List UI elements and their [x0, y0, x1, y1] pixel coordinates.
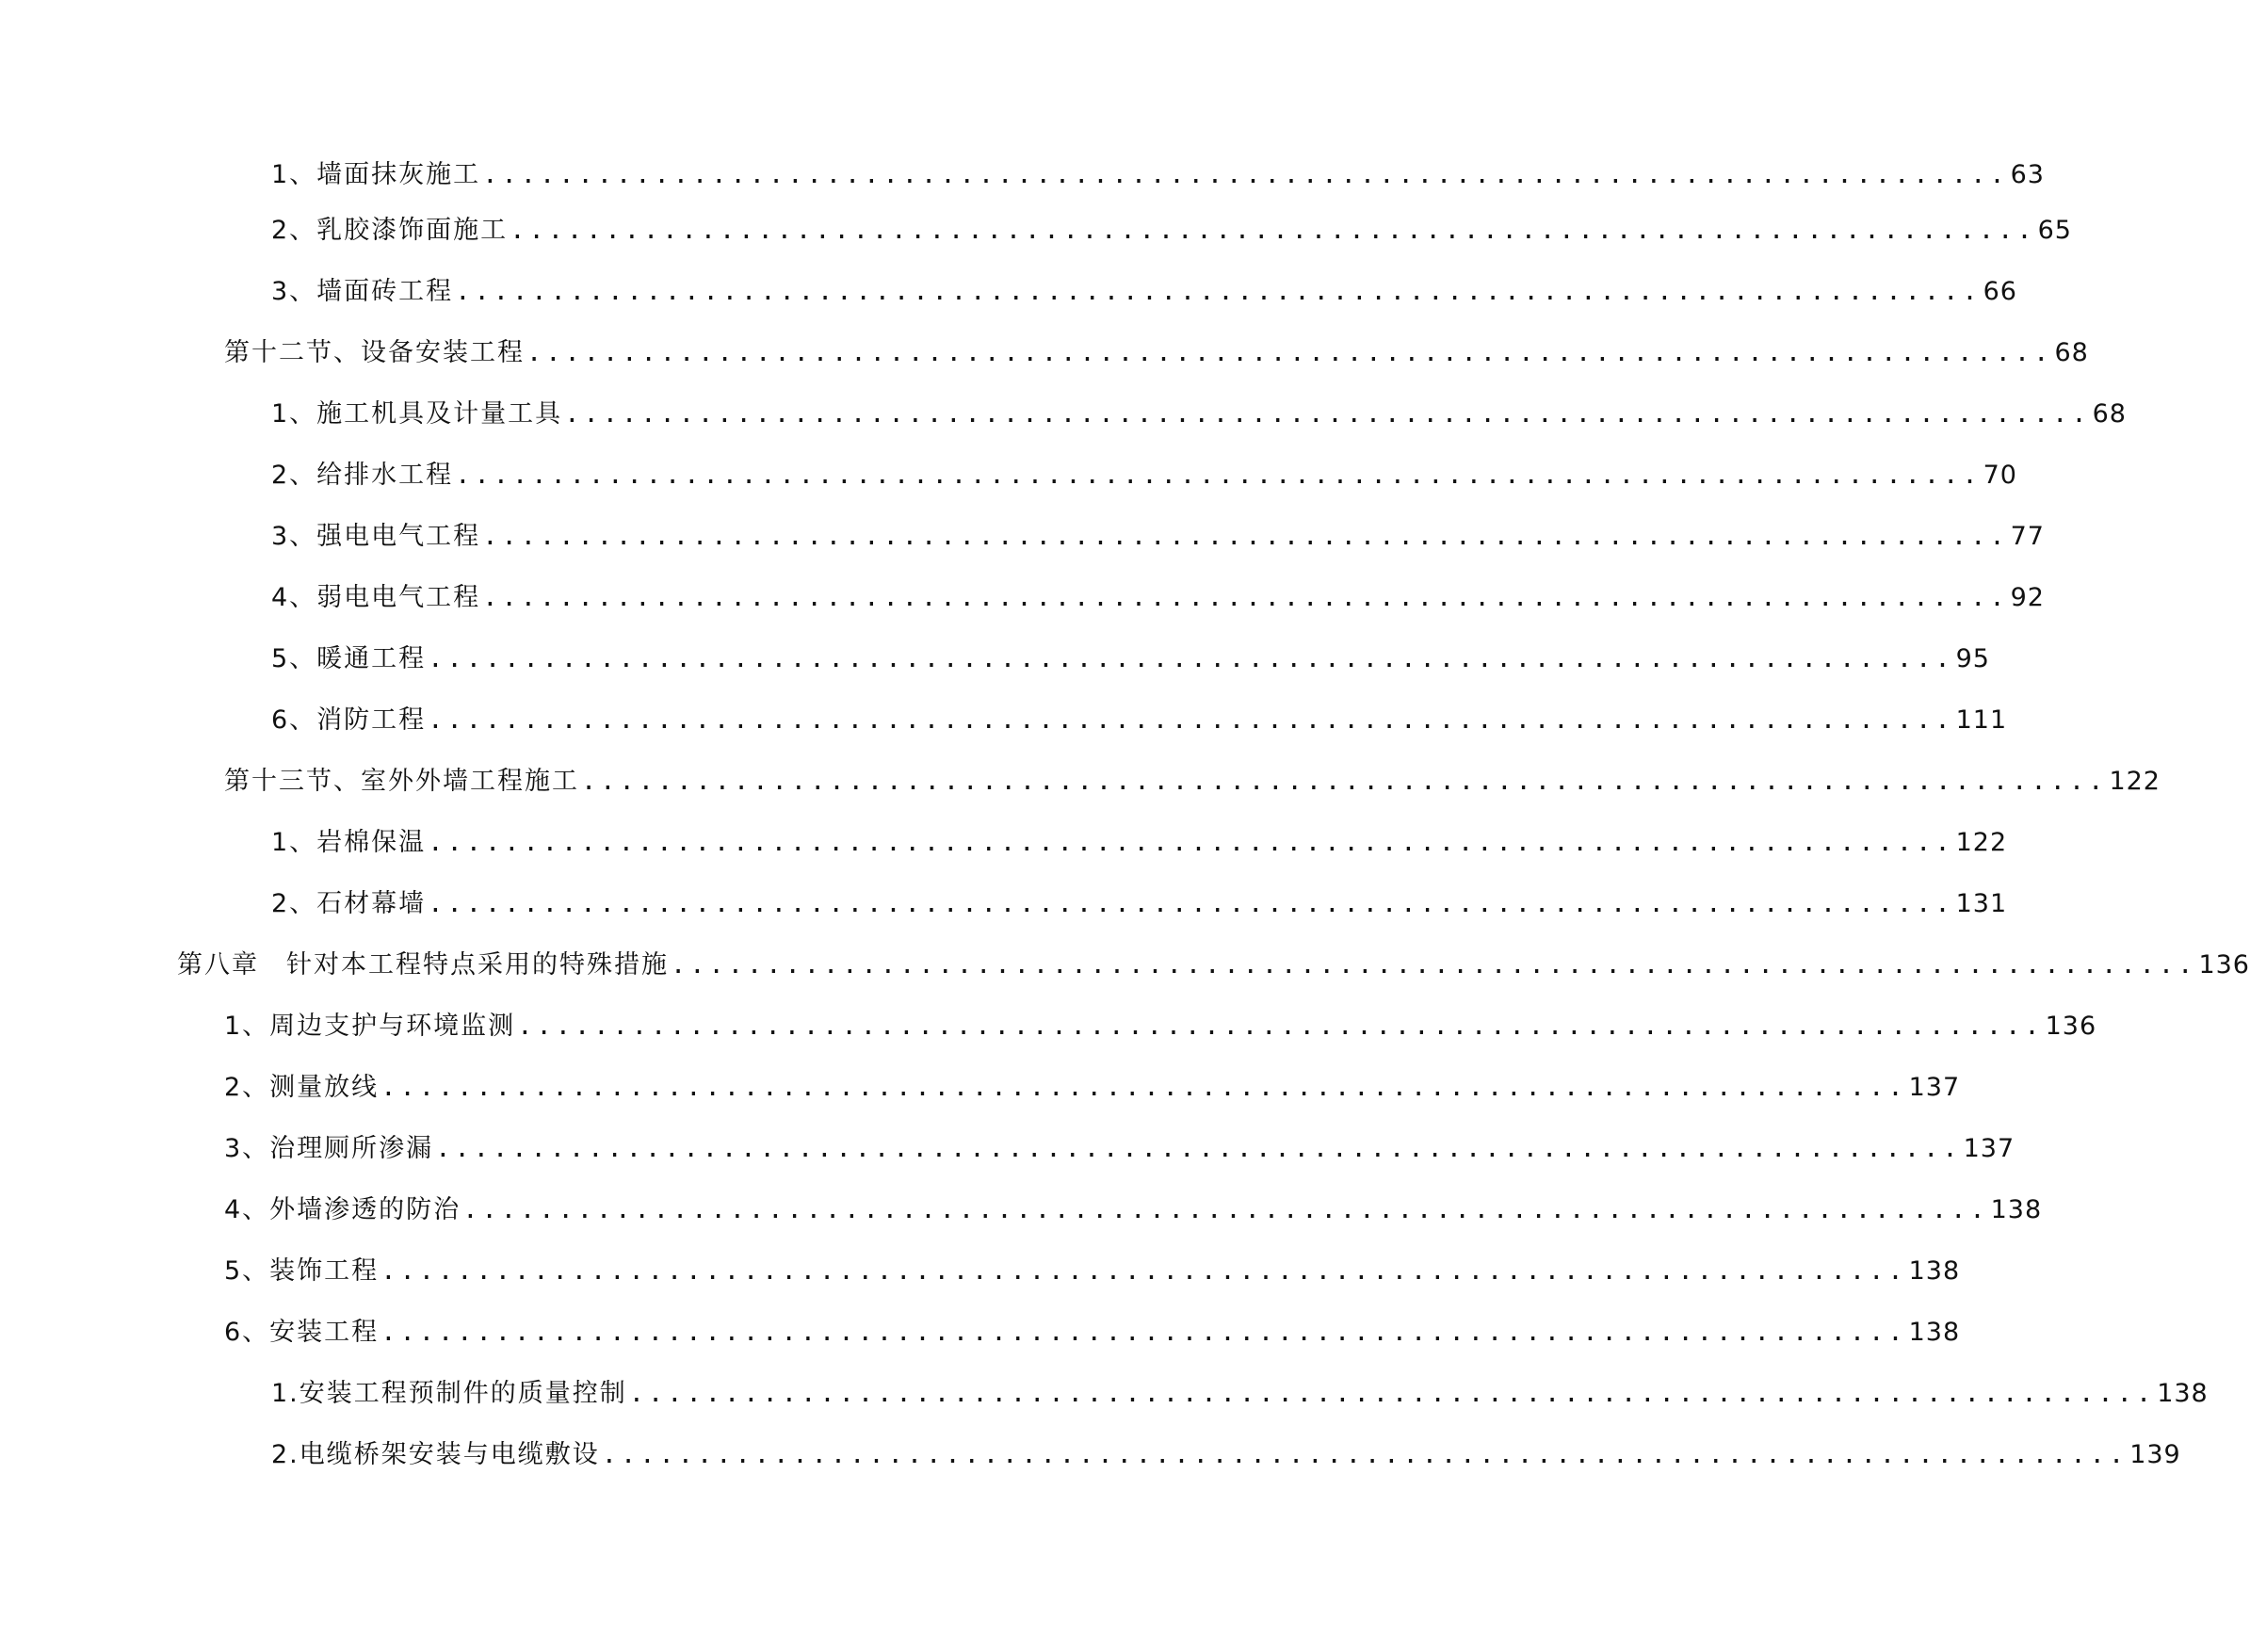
toc-page-number: 122 — [1955, 828, 2008, 857]
toc-dot-leader: ................................................................................ — [428, 889, 1954, 918]
toc-entry[interactable] — [271, 640, 1990, 678]
toc-dot-leader: ................................................................................ — [455, 277, 1982, 306]
toc-dot-leader: ................................................................................ — [482, 583, 2009, 612]
toc-page-number: 136 — [2045, 1012, 2097, 1041]
toc-dot-leader: ................................................................................ — [380, 1256, 1907, 1286]
toc-dot-leader: ................................................................................ — [581, 767, 2108, 796]
toc-page-number: 137 — [1908, 1073, 1961, 1102]
toc-page-number: 95 — [1955, 644, 1990, 673]
toc-page-number: 138 — [1908, 1256, 1961, 1286]
toc-entry[interactable] — [271, 518, 2045, 556]
toc-page-number: 138 — [1908, 1318, 1961, 1347]
toc-dot-leader: ................................................................................ — [517, 1012, 2044, 1041]
toc-page-number: 68 — [2092, 399, 2127, 429]
toc-entry[interactable] — [224, 1253, 1961, 1290]
toc-page-number: 131 — [1955, 889, 2008, 918]
toc-entry[interactable] — [271, 885, 2008, 923]
toc-entry[interactable] — [271, 273, 2017, 311]
toc-entry[interactable] — [271, 156, 2045, 194]
toc-dot-leader: ................................................................................ — [428, 644, 1954, 673]
toc-entry-title: 2、给排水工程 — [271, 461, 454, 490]
toc-entry[interactable] — [271, 579, 2045, 617]
toc-page-number: 63 — [2010, 160, 2045, 189]
toc-entry-title: 3、强电电气工程 — [271, 522, 481, 551]
toc-entry[interactable] — [271, 824, 2008, 862]
toc-dot-leader: ................................................................................ — [510, 216, 2036, 245]
toc-page-number: 138 — [1990, 1195, 2043, 1224]
toc-entry-title: 1、岩棉保温 — [271, 828, 427, 857]
toc-dot-leader: ................................................................................ — [455, 461, 1982, 490]
toc-entry-title: 1、周边支护与环境监测 — [224, 1012, 516, 1041]
toc-entry[interactable] — [224, 1191, 2043, 1229]
toc-entry-title: 3、治理厕所渗漏 — [224, 1134, 434, 1163]
toc-entry[interactable] — [224, 763, 2161, 801]
toc-page-number: 138 — [2157, 1379, 2209, 1408]
toc-entry[interactable] — [271, 457, 2017, 494]
toc-page-number: 139 — [2129, 1440, 2181, 1469]
toc-page-number: 65 — [2037, 216, 2072, 245]
toc-dot-leader: ................................................................................ — [628, 1379, 2156, 1408]
toc-dot-leader: ................................................................................ — [462, 1195, 1989, 1224]
toc-dot-leader: ................................................................................ — [428, 828, 1954, 857]
toc-page-number: 122 — [2109, 767, 2161, 796]
toc-entry-title: 2、乳胶漆饰面施工 — [271, 216, 509, 245]
toc-entry-title: 5、装饰工程 — [224, 1256, 380, 1286]
toc-entry[interactable] — [271, 212, 2072, 250]
toc-entry[interactable] — [271, 1375, 2209, 1413]
toc-page-number: 66 — [1983, 277, 2017, 306]
toc-dot-leader: ................................................................................ — [564, 399, 2091, 429]
toc-dot-leader: ................................................................................ — [380, 1073, 1907, 1102]
toc-page-number: 77 — [2010, 522, 2045, 551]
toc-entry[interactable] — [271, 1436, 2181, 1474]
toc-entry-title: 5、暖通工程 — [271, 644, 427, 673]
toc-dot-leader: ................................................................................ — [482, 522, 2009, 551]
toc-dot-leader: ................................................................................ — [428, 705, 1954, 735]
toc-entry-title: 4、弱电电气工程 — [271, 583, 481, 612]
toc-entry-title: 3、墙面砖工程 — [271, 277, 454, 306]
toc-entry-title: 2、石材幕墙 — [271, 889, 427, 918]
toc-dot-leader: ................................................................................ — [435, 1134, 1962, 1163]
toc-entry-title: 1、墙面抹灰施工 — [271, 160, 481, 189]
toc-entry-title: 第八章 针对本工程特点采用的特殊措施 — [177, 950, 669, 980]
toc-entry-title: 1、施工机具及计量工具 — [271, 399, 563, 429]
toc-entry[interactable] — [224, 1069, 1961, 1107]
toc-entry-title: 第十二节、设备安装工程 — [224, 338, 525, 367]
toc-page-number: 68 — [2054, 338, 2089, 367]
toc-page-number: 111 — [1955, 705, 2008, 735]
toc-entry-title: 6、安装工程 — [224, 1318, 380, 1347]
toc-entry-title: 1.安装工程预制件的质量控制 — [271, 1379, 627, 1408]
toc-page-number: 92 — [2010, 583, 2045, 612]
toc-page-number: 70 — [1983, 461, 2017, 490]
toc-page-number: 136 — [2198, 950, 2250, 980]
toc-entry-title: 4、外墙渗透的防治 — [224, 1195, 461, 1224]
toc-dot-leader: ................................................................................ — [380, 1318, 1907, 1347]
toc-entry[interactable] — [224, 1314, 1961, 1352]
toc-entry[interactable] — [177, 947, 2250, 984]
toc-page-number: 137 — [1963, 1134, 2015, 1163]
toc-entry[interactable] — [271, 702, 2008, 739]
toc-entry[interactable] — [271, 396, 2127, 433]
toc-dot-leader: ................................................................................ — [601, 1440, 2129, 1469]
toc-entry[interactable] — [224, 334, 2089, 372]
toc-dot-leader: ................................................................................ — [526, 338, 2053, 367]
toc-dot-leader: ................................................................................ — [482, 160, 2009, 189]
toc-entry-title: 第十三节、室外外墙工程施工 — [224, 767, 579, 796]
toc-dot-leader: ................................................................................ — [671, 950, 2197, 980]
toc-entry[interactable] — [224, 1130, 2015, 1168]
toc-entry-title: 2.电缆桥架安装与电缆敷设 — [271, 1440, 600, 1469]
toc-entry-title: 6、消防工程 — [271, 705, 427, 735]
toc-entry-title: 2、测量放线 — [224, 1073, 380, 1102]
toc-entry[interactable] — [224, 1008, 2097, 1045]
